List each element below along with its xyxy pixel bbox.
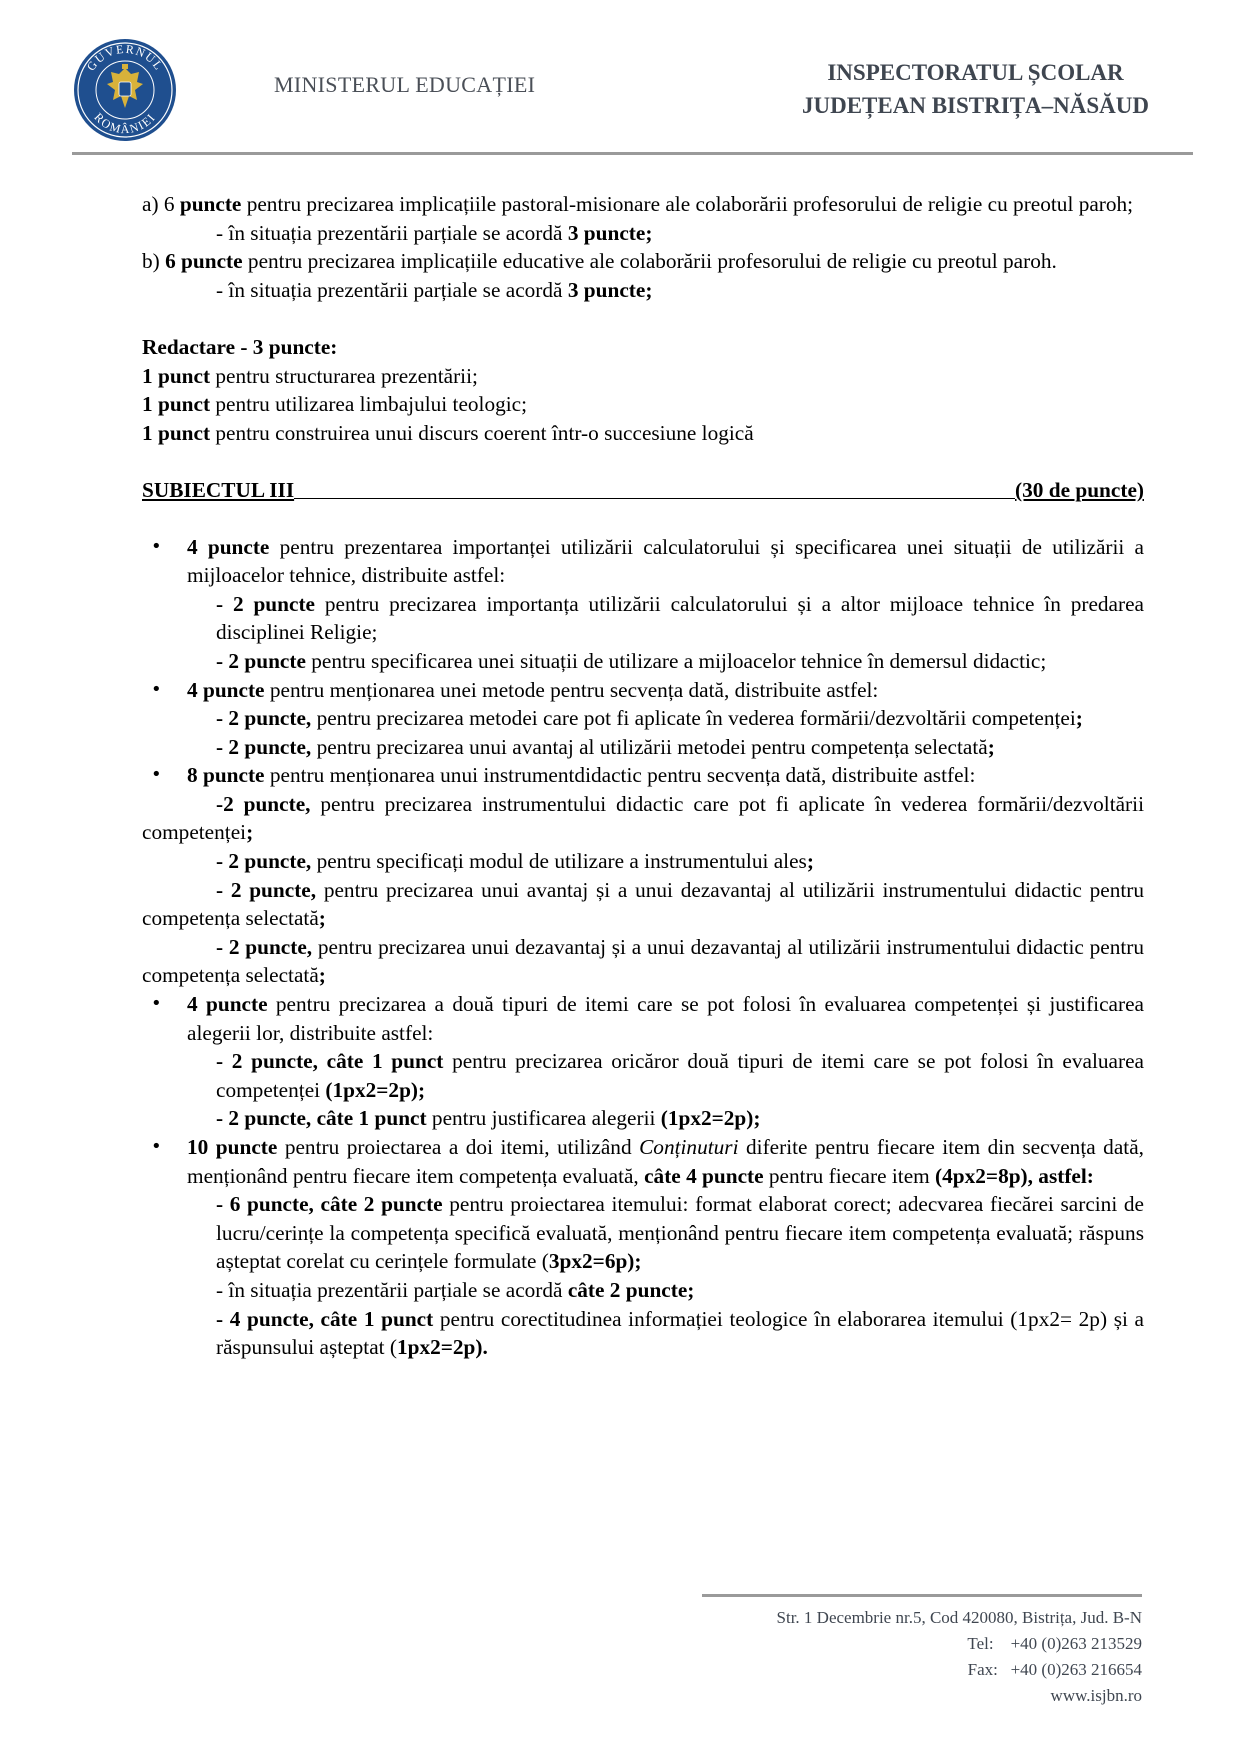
government-seal-logo bbox=[73, 38, 177, 142]
item-b: b) 6 puncte pentru precizarea implicațiile educative ale colaborării profesorului de religie cu preotul paroh. bbox=[142, 249, 1057, 274]
header-divider bbox=[72, 152, 1193, 155]
item-a: a) 6 puncte pentru precizarea implicațiile pastoral-misionare ale colaborării profesorului de religie cu preotul paroh; bbox=[142, 192, 1134, 216]
ministry-name: MINISTERUL EDUCAȚIEI bbox=[274, 72, 536, 97]
bullet-3-sub-1: -2 puncte, pentru precizarea instrumentului didactic care pot fi aplicate în vederea formării/dezvoltării competenței; bbox=[142, 791, 1144, 845]
footer-website: www.isjbn.ro bbox=[1050, 1686, 1142, 1705]
redactare-item-3: 1 punct pentru construirea unui discurs coerent într-o succesiune logică bbox=[142, 420, 754, 445]
bullet-1-sub-2: - 2 puncte pentru specificarea unei situații de utilizare a mijloacelor tehnice în demersul didactic; bbox=[216, 648, 1047, 673]
logo-text-top: GUVERNUL bbox=[83, 41, 167, 74]
bullet-1-sub-1: - 2 puncte pentru precizarea importanța utilizării calculatorului și a altor mijloace tehnice în predarea disciplinei Religie; bbox=[216, 591, 1145, 645]
section-title: SUBIECTUL III bbox=[142, 477, 295, 502]
item-b-partial: - în situația prezentării parțiale se acordă 3 puncte; bbox=[216, 277, 653, 302]
footer-address: Str. 1 Decembrie nr.5, Cod 420080, Bistrița, Jud. B-N bbox=[776, 1608, 1142, 1627]
bullet-item-1: • 4 puncte pentru prezentarea importanței utilizării calculatorului și specificarea unei situații de utilizării a mijloacelor tehnice, distribuite astfel: bbox=[142, 533, 1144, 590]
bullet-item-5: • 10 puncte pentru proiectarea a doi itemi, utilizând Conținuturi diferite pentru fiecare item din secvența dată, menționând pentru fiecare item competența evaluată, câte 4 puncte pentru fiecare item (4px2=8p), astfel: bbox=[142, 1133, 1144, 1190]
bullet-item-3: • 8 puncte pentru menționarea unui instrumentdidactic pentru secvența dată, distribuite astfel: bbox=[142, 761, 1144, 790]
bullet-5-sub-2: - în situația prezentării parțiale se acordă câte 2 puncte; bbox=[216, 1277, 695, 1302]
bullet-5-sub-3: - 4 puncte, câte 1 punct pentru corectitudinea informației teologice în elaborarea itemului (1px2= 2p) și a răspunsului așteptat (1px2=2p). bbox=[216, 1306, 1144, 1360]
bullet-2-sub-2: - 2 puncte, pentru precizarea unui avantaj al utilizării metodei pentru competența selectată; bbox=[216, 734, 995, 759]
bullet-item-2: • 4 puncte pentru menționarea unei metode pentru secvența dată, distribuite astfel: bbox=[142, 676, 1144, 705]
bullet-4-sub-2: - 2 puncte, câte 1 punct pentru justificarea alegerii (1px2=2p); bbox=[216, 1106, 761, 1131]
document-body bbox=[142, 190, 1144, 1362]
bullet-4-sub-1: - 2 puncte, câte 1 punct pentru precizarea oricăror două tipuri de itemi care se pot folosi în evaluarea competenței (1px2=2p); bbox=[216, 1049, 1144, 1102]
page-footer bbox=[702, 1594, 1142, 1709]
bullet-item-4: • 4 puncte pentru precizarea a două tipuri de itemi care se pot folosi în evaluarea competenței și justificarea alegerii lor, distribuite astfel: bbox=[142, 990, 1144, 1047]
inspectorate-name bbox=[802, 56, 1149, 122]
bullet-3-sub-2: - 2 puncte, pentru specificați modul de utilizare a instrumentului ales; bbox=[216, 849, 814, 874]
bullet-3-sub-4: - 2 puncte, pentru precizarea unui dezavantaj și a unui dezavantaj al utilizării instrumentului didactic pentru competența selectată; bbox=[142, 934, 1145, 988]
redactare-item-1: 1 punct pentru structurarea prezentării; bbox=[142, 363, 478, 388]
bullet-2-sub-1: - 2 puncte, pentru precizarea metodei care pot fi aplicate în vederea formării/dezvoltării competenței; bbox=[216, 706, 1083, 731]
bullet-3-sub-3: - 2 puncte, pentru precizarea unui avantaj și a unui dezavantaj al utilizării instrumentului didactic pentru competența selectată; bbox=[142, 877, 1144, 931]
item-a-partial: - în situația prezentării parțiale se acordă 3 puncte; bbox=[216, 220, 653, 245]
redactare-title: Redactare - 3 puncte: bbox=[142, 334, 338, 359]
page-header bbox=[0, 0, 1241, 160]
section-heading-subiectul-iii bbox=[142, 476, 1144, 505]
inspectorate-line-1: INSPECTORATUL ȘCOLAR bbox=[827, 60, 1124, 85]
footer-divider bbox=[702, 1594, 1142, 1597]
section-points: (30 de puncte) bbox=[1015, 477, 1144, 502]
redactare-item-2: 1 punct pentru utilizarea limbajului teologic; bbox=[142, 392, 528, 417]
logo-text-bottom: ROMÂNIEI bbox=[91, 110, 159, 137]
inspectorate-line-2: JUDEȚEAN BISTRIȚA–NĂSĂUD bbox=[802, 93, 1149, 118]
footer-phone: Tel: +40 (0)263 213529 bbox=[967, 1634, 1142, 1653]
bullet-5-sub-1: - 6 puncte, câte 2 puncte pentru proiectarea itemului: format elaborat corect; adecvarea fiecărei sarcini de lucru/cerințe la competența specifică evaluată, menționând pentru fiecare item competența evaluată; răspuns așteptat corelat cu cerințele formulate (3px2=6p); bbox=[216, 1192, 1144, 1274]
footer-fax: Fax: +40 (0)263 216654 bbox=[967, 1660, 1142, 1679]
